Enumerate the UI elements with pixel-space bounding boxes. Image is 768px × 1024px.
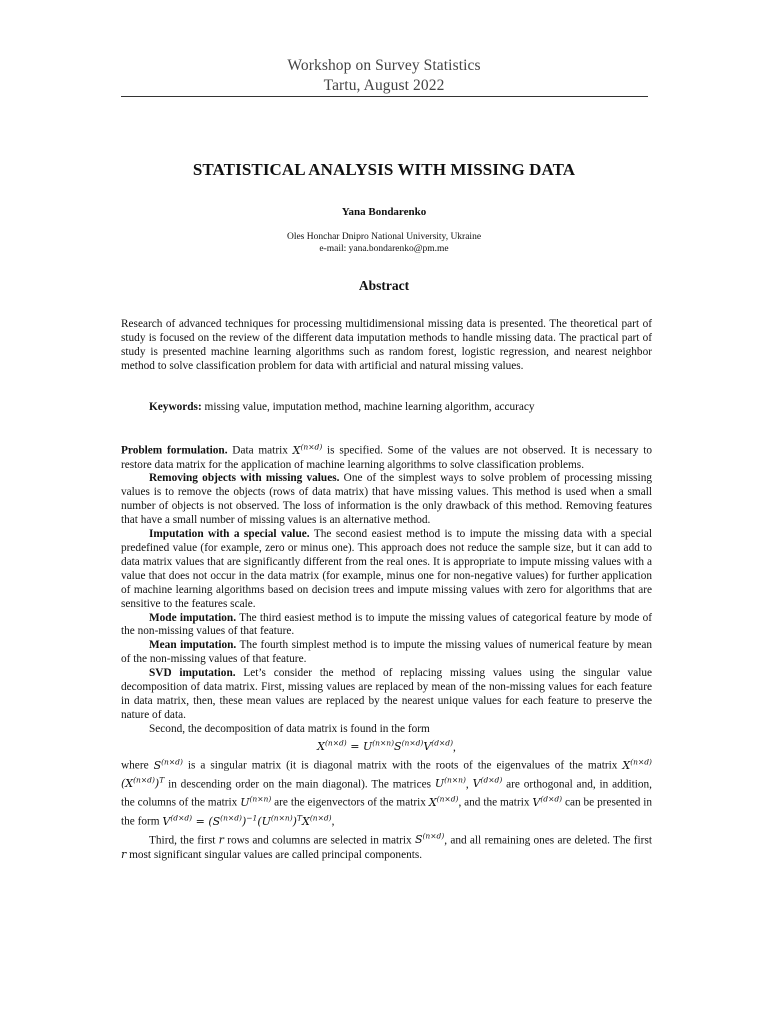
are-word: are [506, 778, 520, 791]
header-location-date: Tartu, August 2022 [323, 77, 445, 94]
special-paragraph [121, 528, 652, 611]
header-rule [121, 96, 648, 97]
removing-label: Removing objects with missing values. [149, 472, 340, 485]
formula-r: r [218, 833, 224, 847]
abstract-heading: Abstract [358, 278, 410, 293]
keywords-text: missing value, imputation method, machine learning algorithm, accuracy [204, 401, 535, 413]
affiliation [0, 231, 768, 255]
third-text-d: most significant singular values are called principal components. [129, 849, 423, 862]
mode-text: The third easiest method is to impute the missing values of categorical feature by mode of the non-missing values of that feature. [121, 611, 653, 638]
third-text-a: Third, the first [149, 834, 216, 847]
svd-label: SVD imputation. [149, 667, 236, 680]
running-header [0, 56, 768, 96]
mean-label: Mean imputation. [149, 639, 237, 652]
formula-u: $U^{(n\times n)}$ [434, 775, 466, 791]
abstract-text [121, 318, 652, 374]
svd-text: Let’s consider the method of replacing missing values using the singular value decomposition of data matrix. First, missing values are replaced by mean of the non-missing values for each feature in data matrix, then, these mean values are replaced by the nearest unique values for each feature to preserve the nature of data. [121, 667, 653, 721]
problem-label: Problem formulation. [121, 444, 228, 457]
problem-text-b: is specified. Some of the values are not observed. It is necessary to restore data matrix for the application of machine learning algorithms to solve classification problems. [121, 444, 653, 471]
orth-text: orthogonal and, in addition, the columns of the matrix [121, 778, 653, 810]
paper-title: STATISTICAL ANALYSIS WITH MISSING DATA [192, 160, 576, 179]
mode-label: Mode imputation. [149, 611, 237, 624]
mean-paragraph [121, 639, 652, 667]
formula-xxt: $X^{(n\times d)}(X^{(n\times d)})^T$ [121, 757, 652, 791]
where-paragraph: where $S^{(n\times d)}$ is a singular matrix (it is diagonal matrix with the roots of the eigenvalues of the matrix $X^{(n\times d)}(X^{(n\times d)})^T$ in descending order on the main diagonal). The matrices $U^{(n\times n)}$, $V^{(d\times d)}$ are orthogonal and, in addition, the columns of the matrix $U^{(n\times n)}$ are the eigenvectors of the matrix $X^{(n\times d)}$, and the matrix $V^{(d\times d)}$ can be presented in the form $V^{(d\times d)} = (S^{(n\times d)})^{-1}(U^{(n\times n)})^TX^{(n\times d)}$, [121, 757, 653, 828]
mode-paragraph [121, 612, 652, 640]
removing-text: One of the simplest ways to solve problem of processing missing values is to remove the objects (rows of data matrix) that have missing values. This method is used when a small number of objects is not observed. The loss of information is the only drawback of this method. Removing features that have a small number of missing values is an alternative method. [121, 472, 652, 527]
institution: Oles Honchar Dnipro National University, Ukraine [286, 232, 482, 242]
third-text-b: rows and columns are selected in matrix [227, 834, 412, 847]
formula-r2: r [121, 848, 127, 862]
special-text: The second easiest method is to impute the missing data with a special predefined value (for example, zero or minus one). This approach does not reduce the sample size, but it can add to data matrix values that are significantly different from the real ones. It is appropriate to impute missing values with a value that does not occur in the data matrix (for example, minus one for non-negative values) for further application of machine learning algorithms based on decision trees and impute missing values with zero for algorithms that are sensitive to the features scale. [121, 528, 653, 610]
svd-second: Second, the decomposition of data matrix is found in the form [149, 722, 430, 735]
problem-text-a: Data matrix [232, 444, 288, 457]
where-text-a: is a singular matrix (it is diagonal matrix with the roots of the eigenvalues of the matrix [187, 759, 618, 772]
removing-paragraph [121, 472, 652, 528]
special-label: Imputation with a special value. [149, 528, 310, 541]
formula-x2: $X^{(n\times d)}$ [428, 794, 459, 810]
can-be-text: can be presented in the form [121, 797, 653, 828]
formula-s2: $S^{(n\times d)}$ [414, 831, 445, 847]
formula-x: $X^{(n\times d)}$ [292, 442, 323, 457]
author-name: Yana Bondarenko [341, 206, 427, 218]
abstract-paragraph: Research of advanced techniques for processing multidimensional missing data is presented. The theoretical part of study is focused on the review of the different data imputation methods to handle missing data. The practical part of study is presented machine learning algorithms such as random forest, logistic regression, and nearest neighbor method to solve classification problem for data with artificial and natural missing values. [121, 318, 652, 372]
header-workshop: Workshop on Survey Statistics [287, 57, 481, 74]
main-text [121, 440, 652, 863]
formula-u2: $U^{(n\times n)}$ [240, 794, 272, 810]
keywords [121, 401, 652, 415]
problem-paragraph [121, 440, 652, 472]
formula-v: $V^{(d\times d)}$ [472, 775, 503, 791]
formula-v2: $V^{(d\times d)}$ [532, 794, 563, 810]
keywords-label: Keywords: [149, 401, 202, 413]
where-word: where [121, 759, 149, 772]
and-matrix-text: , and the matrix [458, 797, 530, 810]
eig-text: are the eigenvectors of the matrix [274, 797, 426, 810]
svd-equation: $X^{(n\times d)} = U^{(n\times n)}S^{(n\times d)}V^{(d\times d)}$, [317, 738, 456, 754]
svd-paragraph [121, 667, 652, 723]
formula-s: $S^{(n\times d)}$ [153, 757, 183, 772]
where-text-b: in descending order on the main diagonal). The matrices [168, 778, 431, 791]
mean-text: The fourth simplest method is to impute the missing values of numerical feature by mean of the non-missing values of that feature. [121, 639, 652, 666]
formula-v-expr: $V^{(d\times d)} = (S^{(n\times d)})^{-1}(U^{(n\times n)})^TX^{(n\times d)}$ [162, 812, 332, 828]
third-paragraph [121, 830, 652, 863]
email: e-mail: yana.bondarenko@pm.me [319, 244, 449, 254]
third-text-c: , and all remaining ones are deleted. The first [444, 834, 652, 847]
